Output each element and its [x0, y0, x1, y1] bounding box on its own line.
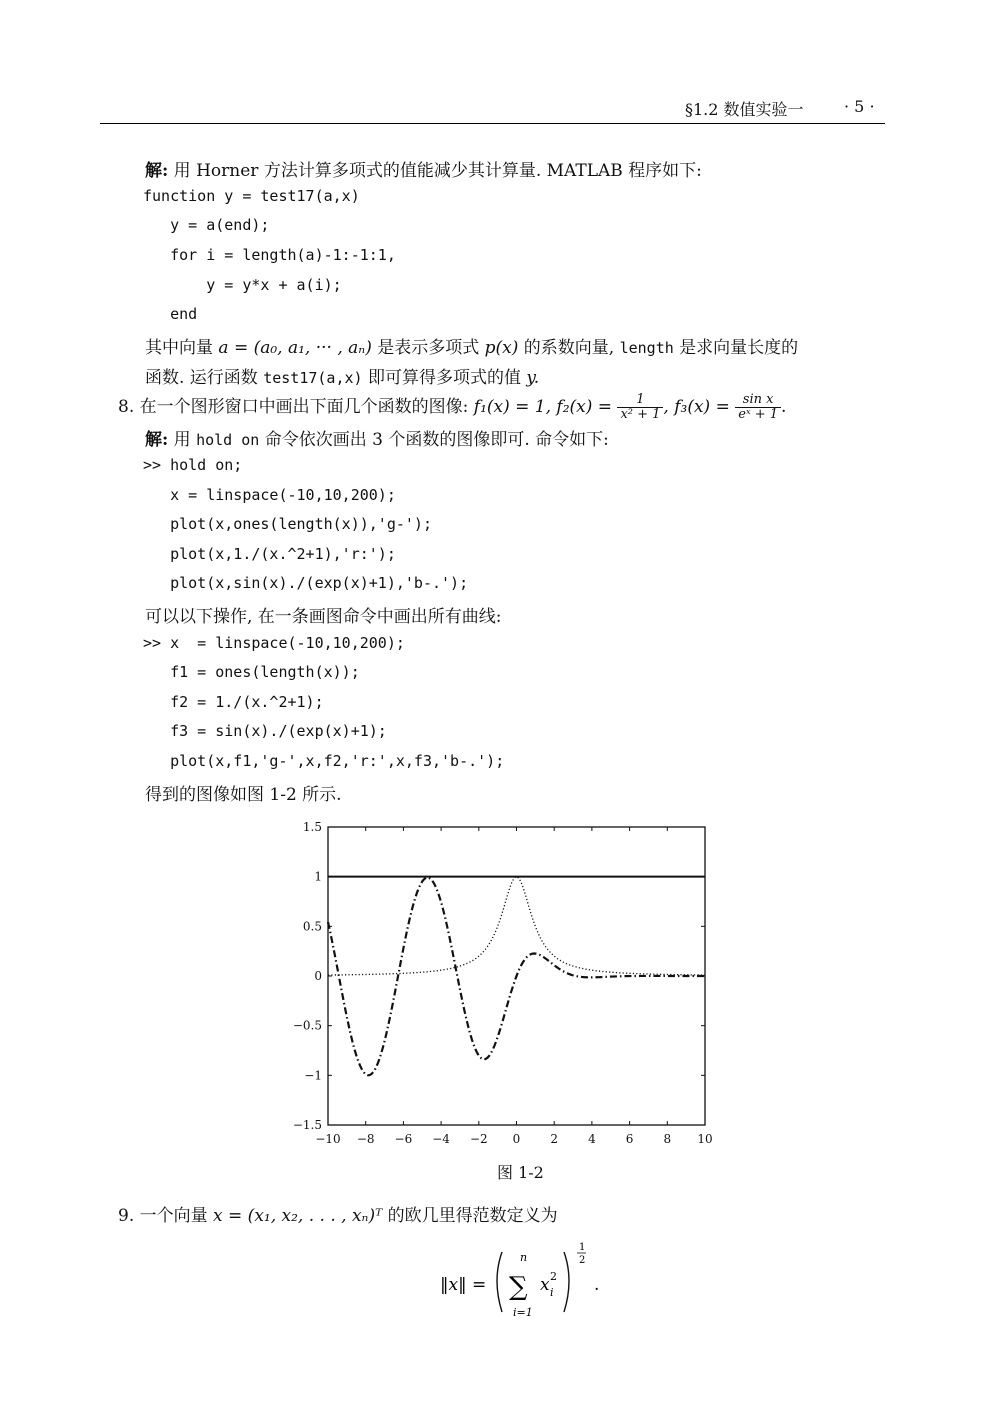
code-line: y = a(end); — [143, 216, 270, 234]
right-paren — [564, 1252, 569, 1312]
code-line: f3 = sin(x)./(exp(x)+1); — [143, 722, 387, 740]
problem-number: 9. — [118, 1206, 135, 1226]
text: 是表示多项式 — [371, 338, 485, 358]
code-line: plot(x,f1,'g-',x,f2,'r:',x,f3,'b-.'); — [143, 752, 505, 770]
text: 在一个图形窗口中画出下面几个函数的图像: — [134, 397, 474, 417]
x-tick-label: 4 — [588, 1132, 596, 1146]
paragraph-line-4: 得到的图像如图 1-2 所示. — [145, 785, 342, 805]
inline-code: hold on — [196, 431, 260, 449]
math: x = (x₁, x₂, . . . , xₙ)ᵀ — [213, 1206, 383, 1226]
code-line: >> hold on; — [143, 456, 243, 474]
paragraph-line-2 — [145, 363, 539, 388]
solution-text: 用 Horner 方法计算多项式的值能减少其计算量. MATLAB 程序如下: — [168, 161, 702, 181]
y-tick-label: 1.5 — [302, 820, 322, 834]
exponent-num: 1 — [579, 1242, 586, 1253]
exponent-den: 2 — [579, 1255, 586, 1266]
x-tick-label: −4 — [432, 1132, 450, 1146]
norm-equation-svg — [440, 1240, 620, 1320]
denominator: eˣ + 1 — [738, 407, 778, 422]
running-header: §1.2 数值实验一 — [685, 100, 804, 119]
x-tick-label: −6 — [394, 1132, 413, 1146]
code-line: for i = length(a)-1:-1:1, — [143, 246, 396, 264]
text: 的欧几里得范数定义为 — [382, 1206, 558, 1226]
math: f₁(x) = 1, f₂(x) = — [473, 397, 618, 417]
eq-term: x — [540, 1275, 550, 1295]
header-rule — [100, 123, 885, 124]
x-tick-label: 10 — [697, 1132, 713, 1146]
math: p(x) — [484, 338, 519, 358]
problem-8 — [118, 392, 786, 422]
solution-label: 解: — [145, 430, 169, 450]
code-line: plot(x,ones(length(x)),'g-'); — [143, 515, 432, 533]
y-tick-label: −0.5 — [292, 1018, 322, 1033]
y-tick-label: 0 — [314, 969, 322, 983]
solution-line-1 — [145, 156, 702, 181]
x-tick-label: 8 — [663, 1132, 672, 1146]
problem-9 — [118, 1201, 558, 1226]
series-line-2 — [328, 877, 705, 975]
problem-number: 8. — [118, 397, 135, 417]
code-line: y = y*x + a(i); — [143, 276, 342, 294]
y-tick-label: −1 — [304, 1068, 322, 1083]
eq-term-sup: 2 — [550, 1270, 557, 1283]
eq-end: . — [594, 1275, 600, 1295]
series-line-3 — [328, 878, 705, 1076]
y-tick-label: 0.5 — [302, 919, 322, 934]
text: 一个向量 — [134, 1206, 214, 1226]
eq-lhs: ‖x‖ = — [440, 1275, 487, 1295]
x-tick-label: −2 — [469, 1132, 488, 1146]
norm-equation — [440, 1240, 620, 1325]
math: a = (a₀, a₁, ··· , aₙ) — [218, 338, 372, 358]
text: 是求向量长度的 — [673, 338, 799, 358]
code-line: plot(x,sin(x)./(exp(x)+1),'b-.'); — [143, 574, 469, 592]
figure-caption: 图 1-2 — [497, 1163, 544, 1182]
eq-term-sub: i — [550, 1286, 554, 1299]
numerator: 1 — [617, 393, 663, 408]
figure-1-2-plot — [290, 815, 730, 1155]
left-paren — [497, 1252, 502, 1312]
x-tick-label: 0 — [512, 1132, 521, 1146]
solution-label: 解: — [145, 161, 169, 181]
code-line: x = linspace(-10,10,200); — [143, 486, 396, 504]
code-line: f1 = ones(length(x)); — [143, 663, 360, 681]
y-tick-label: −1.5 — [292, 1118, 322, 1132]
text: 函数. 运行函数 — [145, 368, 264, 388]
code-line: end — [143, 305, 198, 323]
code-line: function y = test17(a,x) — [143, 187, 360, 205]
code-line: plot(x,1./(x.^2+1),'r:'); — [143, 545, 396, 563]
sum-lower: i=1 — [513, 1306, 533, 1319]
paragraph-line-1 — [145, 333, 798, 358]
x-tick-label: 6 — [625, 1132, 634, 1146]
text: 的系数向量, — [518, 338, 620, 358]
inline-code: length — [619, 339, 674, 357]
page-number: · 5 · — [844, 97, 875, 116]
x-tick-label: 2 — [550, 1132, 559, 1146]
text: 用 — [168, 430, 197, 450]
text: 其中向量 — [145, 338, 219, 358]
x-tick-label: −8 — [356, 1132, 375, 1146]
paragraph-line-3: 可以以下操作, 在一条画图命令中画出所有曲线: — [145, 607, 502, 627]
denominator: x² + 1 — [620, 407, 661, 422]
text: 即可算得多项式的值 — [362, 368, 527, 388]
fraction — [617, 393, 663, 422]
y-tick-label: 1 — [314, 869, 322, 884]
sigma-symbol: ∑ — [509, 1272, 528, 1302]
numerator: sin x — [735, 393, 781, 408]
text: 命令依次画出 3 个函数的图像即可. 命令如下: — [259, 430, 609, 450]
sum-upper: n — [520, 1251, 528, 1264]
solution-line-2 — [145, 425, 609, 450]
code-line: f2 = 1./(x.^2+1); — [143, 693, 324, 711]
text: . — [781, 397, 787, 417]
inline-code: test17(a,x) — [263, 369, 363, 387]
code-line: >> x = linspace(-10,10,200); — [143, 634, 405, 652]
math: y. — [526, 368, 540, 388]
fraction — [735, 393, 781, 422]
math: , f₃(x) = — [663, 397, 736, 417]
x-tick-label: −10 — [315, 1132, 341, 1146]
